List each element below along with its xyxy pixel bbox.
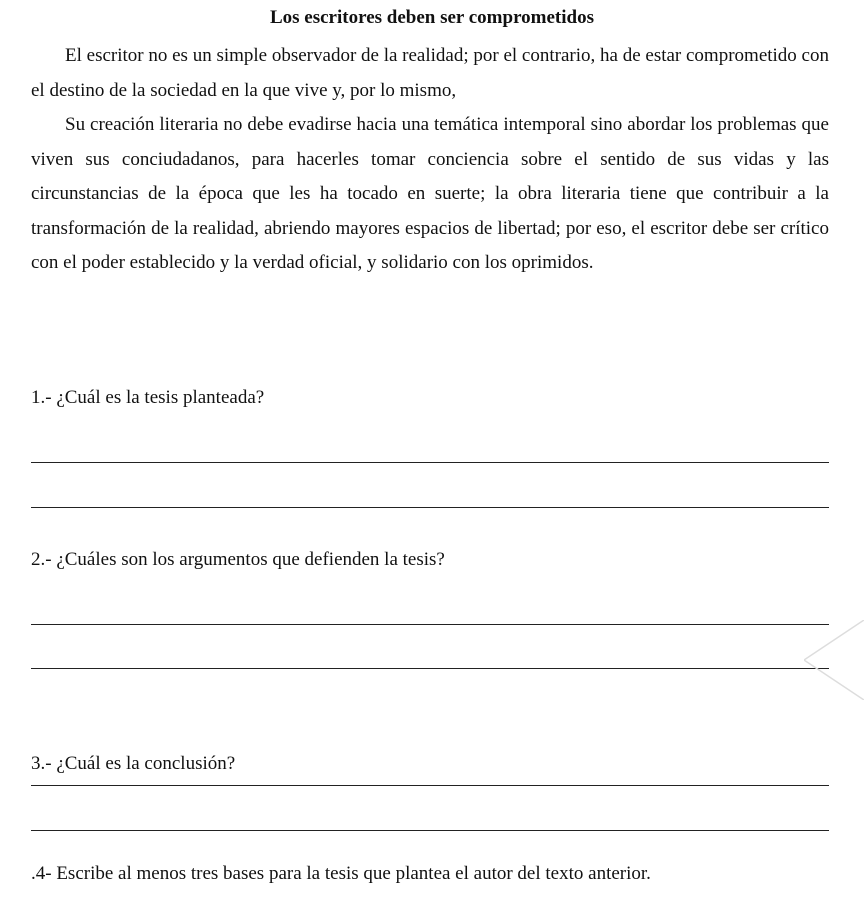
question-2: 2.- ¿Cuáles son los argumentos que defienden la tesis? <box>31 549 445 570</box>
passage-paragraph-1: El escritor no es un simple observador de la realidad; por el contrario, ha de estar comprometido con el destino de la sociedad en la que vive y, por lo mismo, <box>31 45 829 101</box>
reading-passage <box>31 39 829 281</box>
document-title: Los escritores deben ser comprometidos <box>269 7 594 28</box>
page-curl-icon <box>804 620 864 700</box>
passage-paragraph-2: Su creación literaria no debe evadirse hacia una temática intemporal sino abordar los problemas que viven sus conciudadanos, para hacerles tomar conciencia sobre el sentido de sus vidas y las circunstancias de la época que les ha tocado en suerte; la obra literaria tiene que contribuir a la transformación de la realidad, abriendo mayores espacios de libertad; por eso, el escritor debe ser crítico con el poder establecido y la verdad oficial, y solidario con los oprimidos. <box>31 114 829 273</box>
question-1: 1.- ¿Cuál es la tesis planteada? <box>31 387 265 408</box>
answer-line-3a[interactable] <box>31 785 829 786</box>
question-3: 3.- ¿Cuál es la conclusión? <box>31 753 236 774</box>
answer-line-1a[interactable] <box>31 462 829 463</box>
answer-line-2a[interactable] <box>31 624 829 625</box>
answer-line-1b[interactable] <box>31 507 829 508</box>
question-4: .4- Escribe al menos tres bases para la tesis que plantea el autor del texto anterior. <box>31 863 651 884</box>
answer-line-2b[interactable] <box>31 668 829 669</box>
answer-line-3b[interactable] <box>31 830 829 831</box>
